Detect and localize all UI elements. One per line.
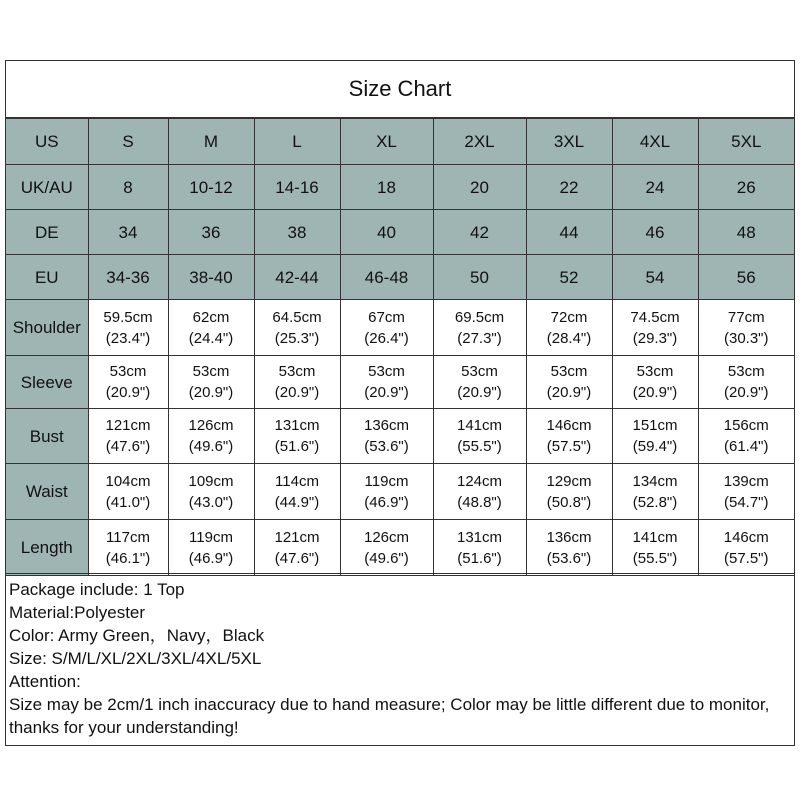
measure-cell: [612, 356, 698, 409]
size-cell: 46-48: [340, 255, 433, 300]
measure-cm: 136cm: [546, 528, 592, 546]
row-label: Shoulder: [6, 300, 88, 356]
measure-inch: (20.9"): [546, 384, 592, 401]
measure-cm: 126cm: [363, 528, 410, 546]
measure-inch: (29.3"): [632, 329, 678, 347]
size-row: [6, 119, 794, 165]
measure-cm: 53cm: [636, 363, 674, 380]
measure-cm: 53cm: [727, 363, 765, 380]
measure-inch: (53.6"): [546, 549, 592, 567]
size-cell: 20: [433, 165, 526, 210]
size-cell: 40: [340, 210, 433, 255]
measure-cm: 53cm: [368, 363, 405, 380]
note-line: Attention:: [9, 672, 81, 691]
note-line: Package include: 1 Top: [9, 580, 185, 599]
size-cell: 34-36: [88, 255, 168, 300]
measure-cell: [168, 409, 254, 464]
size-cell: 5XL: [698, 119, 794, 165]
measure-inch: (25.3"): [274, 329, 320, 347]
measure-cm: 117cm: [106, 528, 150, 546]
measure-cell: [340, 520, 433, 576]
size-cell: 26: [698, 165, 794, 210]
measure-inch: (47.6"): [274, 549, 320, 567]
size-cell: 38: [254, 210, 340, 255]
measure-cell: [698, 464, 794, 520]
measure-cm: 141cm: [456, 417, 503, 434]
measure-cm: 67cm: [368, 308, 405, 326]
measure-inch: (61.4"): [723, 438, 769, 455]
size-table: [6, 118, 794, 576]
measure-inch: (27.3"): [457, 329, 502, 347]
measure-cm: 53cm: [192, 363, 230, 380]
size-cell: 44: [526, 210, 612, 255]
measure-cm: 114cm: [275, 472, 319, 490]
measure-cell: [168, 520, 254, 576]
measure-cm: 53cm: [109, 363, 147, 380]
measure-row: [6, 356, 794, 409]
size-cell: 24: [612, 165, 698, 210]
size-cell: 14-16: [254, 165, 340, 210]
note-line: Material:Polyester: [9, 603, 146, 622]
measure-row: [6, 300, 794, 356]
measure-inch: (23.4"): [105, 329, 151, 347]
measure-inch: (57.5"): [723, 549, 769, 567]
measure-inch: (30.3"): [723, 329, 769, 347]
measure-cell: [254, 520, 340, 576]
measure-cm: 136cm: [363, 417, 410, 434]
measure-cm: 141cm: [632, 528, 678, 546]
measure-cell: [88, 409, 168, 464]
measure-cell: [526, 356, 612, 409]
measure-cell: [433, 520, 526, 576]
measure-cell: [698, 300, 794, 356]
measure-inch: (52.8"): [632, 493, 678, 511]
size-cell: XL: [340, 119, 433, 165]
measure-cell: [612, 520, 698, 576]
measure-cell: [88, 356, 168, 409]
size-cell: 56: [698, 255, 794, 300]
size-cell: 50: [433, 255, 526, 300]
measure-inch: (20.9"): [723, 384, 769, 401]
size-cell: 22: [526, 165, 612, 210]
measure-inch: (50.8"): [546, 493, 592, 511]
size-row: [6, 210, 794, 255]
row-label: DE: [6, 210, 88, 255]
note-line: Color: Army Green，Navy，Black: [9, 626, 265, 645]
measure-cell: [612, 409, 698, 464]
row-label: Sleeve: [6, 356, 88, 409]
measure-cell: [340, 356, 433, 409]
size-cell: 48: [698, 210, 794, 255]
row-label: UK/AU: [6, 165, 88, 210]
measure-inch: (20.9"): [188, 384, 234, 401]
row-label: Length: [6, 520, 88, 576]
size-cell: 3XL: [526, 119, 612, 165]
measure-cell: [254, 464, 340, 520]
measure-cell: [698, 356, 794, 409]
measure-cell: [526, 300, 612, 356]
size-cell: 18: [340, 165, 433, 210]
measure-inch: (41.0"): [105, 493, 151, 511]
measure-cm: 119cm: [189, 528, 233, 546]
measure-inch: (49.6"): [364, 549, 409, 567]
size-cell: 2XL: [433, 119, 526, 165]
measure-cm: 59.5cm: [103, 308, 153, 326]
measure-inch: (26.4"): [364, 329, 409, 347]
size-cell: 38-40: [168, 255, 254, 300]
size-cell: M: [168, 119, 254, 165]
size-chart: [5, 60, 795, 746]
measure-cell: [612, 300, 698, 356]
measure-cell: [254, 409, 340, 464]
measure-cell: [168, 300, 254, 356]
measure-inch: (59.4"): [632, 438, 678, 455]
measure-cm: 131cm: [274, 417, 320, 434]
size-cell: 10-12: [168, 165, 254, 210]
measure-cm: 53cm: [550, 363, 588, 380]
measure-inch: (28.4"): [546, 329, 592, 347]
measure-cell: [88, 520, 168, 576]
measure-cm: 146cm: [546, 417, 592, 434]
measure-inch: (43.0"): [188, 493, 234, 511]
measure-cm: 121cm: [274, 528, 320, 546]
measure-cm: 109cm: [188, 472, 234, 490]
measure-inch: (24.4"): [188, 329, 234, 347]
measure-inch: (51.6"): [457, 549, 502, 567]
measure-cell: [340, 464, 433, 520]
measure-cm: 134cm: [632, 472, 678, 490]
size-cell: 54: [612, 255, 698, 300]
measure-cm: 53cm: [278, 363, 316, 380]
measure-cell: [526, 520, 612, 576]
measure-cell: [612, 464, 698, 520]
measure-inch: (20.9"): [274, 384, 320, 401]
measure-cm: 77cm: [727, 308, 765, 326]
measure-cell: [433, 464, 526, 520]
product-notes: [6, 573, 794, 739]
size-cell: 8: [88, 165, 168, 210]
measure-inch: (44.9"): [274, 493, 320, 511]
measure-cm: 104cm: [105, 472, 151, 490]
measure-inch: (55.5"): [457, 438, 502, 455]
measure-row: [6, 464, 794, 520]
measure-cell: [168, 464, 254, 520]
measure-cell: [340, 300, 433, 356]
measure-inch: (49.6"): [188, 438, 234, 455]
measure-cell: [433, 300, 526, 356]
measure-cm: 131cm: [456, 528, 503, 546]
measure-cm: 121cm: [105, 417, 151, 434]
size-cell: 34: [88, 210, 168, 255]
measure-inch: (20.9"): [364, 384, 409, 401]
measure-inch: (46.9"): [364, 493, 409, 511]
size-cell: S: [88, 119, 168, 165]
measure-cell: [433, 409, 526, 464]
size-cell: 4XL: [612, 119, 698, 165]
row-label: US: [6, 119, 88, 165]
measure-cm: 119cm: [364, 472, 409, 490]
size-row: [6, 255, 794, 300]
measure-inch: (46.9"): [188, 549, 234, 567]
measure-cell: [88, 300, 168, 356]
measure-cell: [88, 464, 168, 520]
measure-inch: (53.6"): [364, 438, 409, 455]
measure-cm: 62cm: [192, 308, 230, 326]
measure-cell: [168, 356, 254, 409]
measure-cm: 69.5cm: [454, 308, 505, 326]
measure-inch: (51.6"): [274, 438, 320, 455]
measure-cm: 146cm: [723, 528, 769, 546]
measure-cell: [340, 409, 433, 464]
measure-inch: (20.9"): [105, 384, 151, 401]
row-label: Waist: [6, 464, 88, 520]
size-cell: 52: [526, 255, 612, 300]
row-label: EU: [6, 255, 88, 300]
measure-cell: [254, 300, 340, 356]
measure-cm: 129cm: [546, 472, 592, 490]
measure-cm: 126cm: [188, 417, 234, 434]
size-cell: 46: [612, 210, 698, 255]
measure-inch: (54.7"): [723, 493, 769, 511]
note-line: Size: S/M/L/XL/2XL/3XL/4XL/5XL: [9, 649, 262, 668]
measure-row: [6, 409, 794, 464]
measure-cm: 156cm: [723, 417, 769, 434]
row-label: Bust: [6, 409, 88, 464]
size-cell: L: [254, 119, 340, 165]
measure-cell: [254, 356, 340, 409]
measure-inch: (20.9"): [632, 384, 678, 401]
measure-cm: 74.5cm: [630, 308, 680, 326]
measure-row: [6, 520, 794, 576]
measure-cell: [698, 409, 794, 464]
measure-inch: (20.9"): [457, 384, 502, 401]
measure-inch: (47.6"): [105, 438, 151, 455]
measure-cm: 139cm: [723, 472, 769, 490]
measure-inch: (48.8"): [457, 493, 502, 511]
size-row: [6, 165, 794, 210]
measure-cell: [526, 409, 612, 464]
size-cell: 42: [433, 210, 526, 255]
measure-cm: 72cm: [550, 308, 588, 326]
measure-cm: 53cm: [461, 363, 498, 380]
measure-cm: 151cm: [632, 417, 678, 434]
chart-title: Size Chart: [6, 61, 794, 118]
note-line: Size may be 2cm/1 inch inaccuracy due to hand measure; Color may be little different due to monitor, thanks for your understanding!: [9, 695, 770, 737]
measure-cm: 64.5cm: [272, 308, 322, 326]
measure-inch: (57.5"): [546, 438, 592, 455]
measure-inch: (55.5"): [632, 549, 678, 567]
size-cell: 36: [168, 210, 254, 255]
size-cell: 42-44: [254, 255, 340, 300]
measure-cm: 124cm: [456, 472, 503, 490]
measure-cell: [433, 356, 526, 409]
measure-inch: (46.1"): [105, 549, 151, 567]
measure-cell: [698, 520, 794, 576]
measure-cell: [526, 464, 612, 520]
